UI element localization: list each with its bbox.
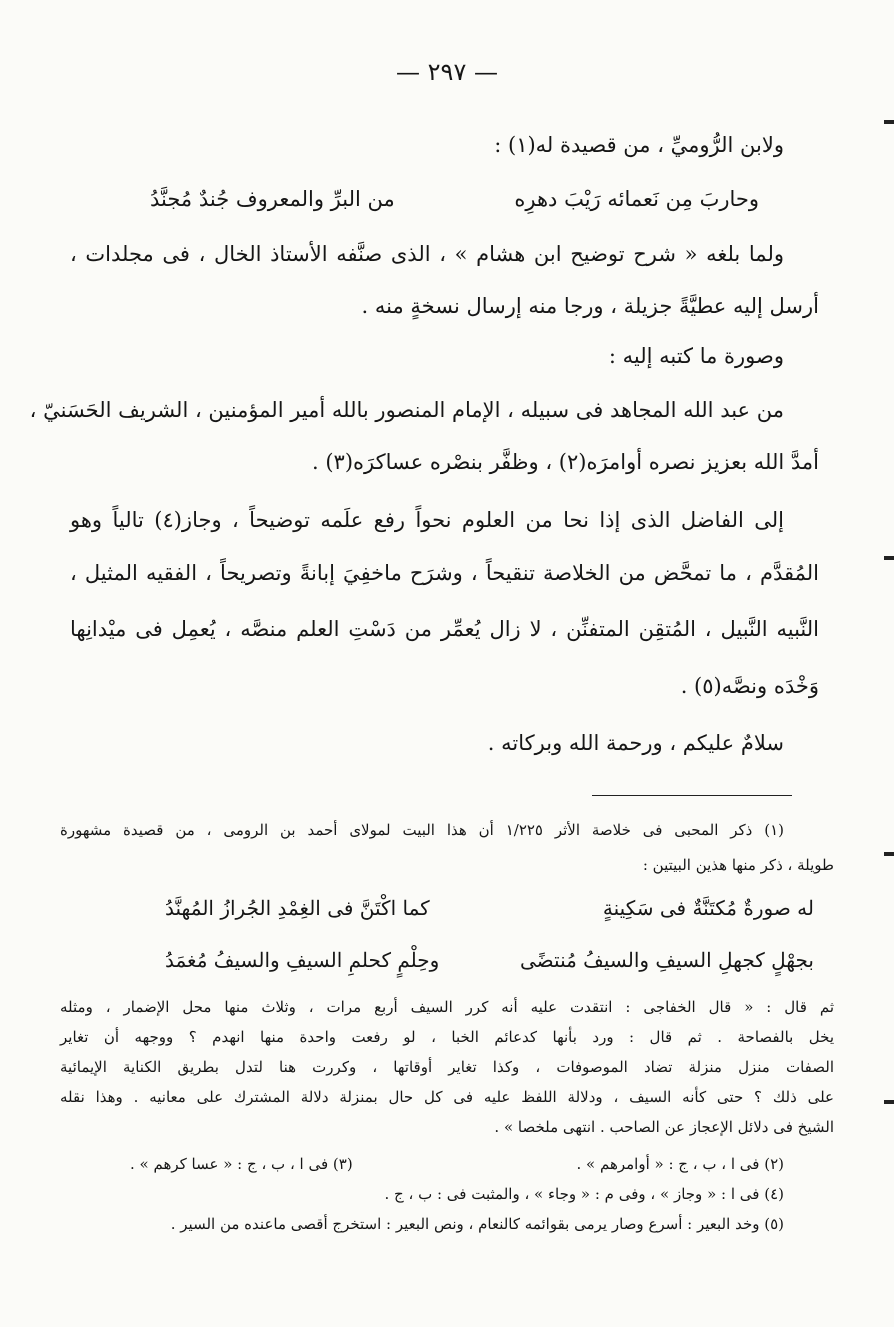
edge-mark	[884, 556, 894, 560]
letter-recipient-line: وَخْدَه ونصَّه(٥) .	[680, 674, 819, 698]
edge-mark	[884, 1100, 894, 1104]
edge-mark	[884, 120, 894, 124]
footnote-verse-hemistich: وحِلْمٍ كحلمِ السيفِ والسيفُ مُغمَدُ	[165, 948, 440, 972]
footnote-5: (٥) وخد البعير : أسرع وصار يرمى بقوائمه كالنعام ، ونص البعير : استخرج أقصى ماعنده من السير .	[170, 1215, 784, 1233]
footnote-1: ثم قال : « قال الخفاجى : انتقدت عليه أنه كرر السيف أربع مرات ، وثلاث منها محل الإضمار ، ومثله	[60, 998, 834, 1016]
letter-recipient-line: إلى الفاضل الذى إذا نحا من العلوم نحواً رفع علَمه توضيحاً ، وجاز(٤) تالياً وهو	[70, 508, 785, 532]
closing-salutation: سلامٌ عليكم ، ورحمة الله وبركاته .	[487, 731, 784, 755]
page-number: — ٢٩٧ —	[396, 58, 498, 86]
letter-sender-line: أمدَّ الله بعزيز نصره أوامرَه(٢) ، وظفَّر بنصْره عساكرَه(٣) .	[311, 450, 819, 474]
footnote-1: الشيخ فى دلائل الإعجاز عن الصاحب . انتهى ملخصا » .	[494, 1118, 834, 1136]
footnote-verse-hemistich: كما اكْتَنَّ فى الغِمْدِ الجُرازُ المُهنَّدُ	[165, 896, 430, 920]
paragraph-line: ولما بلغه « شرح توضيح ابن هشام » ، الذى صنَّفه الأستاذ الخال ، فى مجلدات ،	[70, 242, 784, 266]
paragraph-line: وصورة ما كتبه إليه :	[608, 344, 784, 368]
footnote-verse-hemistich: بجهْلٍ كجهلِ السيفِ والسيفُ مُنتضًى	[520, 948, 814, 972]
edge-mark	[884, 852, 894, 856]
footnote-1: طويلة ، ذكر منها هذين البيتين :	[642, 856, 834, 874]
footnote-2: (٢) فى ا ، ب ، ج : « أوامرهم » .	[576, 1155, 784, 1173]
footnote-3: (٣) فى ا ، ب ، ج : « عسا كرهم » .	[130, 1155, 353, 1173]
letter-sender-line: من عبد الله المجاهد فى سبيله ، الإمام المنصور بالله أمير المؤمنين ، الشريف الحَسَنيّ ،	[29, 398, 784, 422]
paragraph-line: أرسل إليه عطيَّةً جزيلة ، ورجا منه إرسال نسخةٍ منه .	[361, 294, 819, 318]
verse-first-hemistich: وحاربَ مِن نَعمائه رَيْبَ دهرِه	[514, 187, 759, 211]
footnote-1: يخل بالفصاحة . ثم قال : ورد بأنها كدعائم الخبا ، لو رفعت واحدة منها انهدم ؟ ووجهه أن تغاير	[60, 1028, 834, 1046]
intro-line: ولابن الرُّوميِّ ، من قصيدة له(١) :	[494, 133, 784, 157]
footnote-1: (١) ذكر المحبى فى خلاصة الأثر ١/٢٢٥ أن هذا البيت لمولاى أحمد بن الرومى ، من قصيدة مشهورة	[60, 821, 784, 839]
footnote-4: (٤) فى ا : « وجاز » ، وفى م : « وجاء » ، والمثبت فى : ب ، ج .	[384, 1185, 784, 1203]
footnote-verse-hemistich: له صورةٌ مُكتَنَّةٌ فى سَكِينةٍ	[602, 896, 814, 920]
letter-recipient-line: النَّبيه النَّبيل ، المُتقِن المتفنِّن ، لا زال يُعمِّر من دَسْتِ العلم منصَّه ، يُعمِل فى ميْدانِها	[70, 617, 819, 641]
footnote-1: الصفات منزل منزلة تضاد الموصوفات ، وكذا تغاير أوقاتها ، وكررت هنا لتدل بطريق الكناية الإيمائية	[60, 1058, 834, 1076]
footnote-separator	[592, 795, 792, 796]
verse-second-hemistich: من البرِّ والمعروف جُندٌ مُجنَّدُ	[150, 187, 395, 211]
footnote-1: على ذلك ؟ حتى كأنه السيف ، ودلالة اللفظ عليه فى كل حال بمنزلة دلالة المشترك على معانيه . وهذا نقله	[60, 1088, 834, 1106]
letter-recipient-line: المُقدَّم ، ما تمحَّض من الخلاصة تنقيحاً ، وشرَح ماخفِيَ إبانةً وتصريحاً ، الفقيه المثيل ،	[70, 561, 819, 585]
